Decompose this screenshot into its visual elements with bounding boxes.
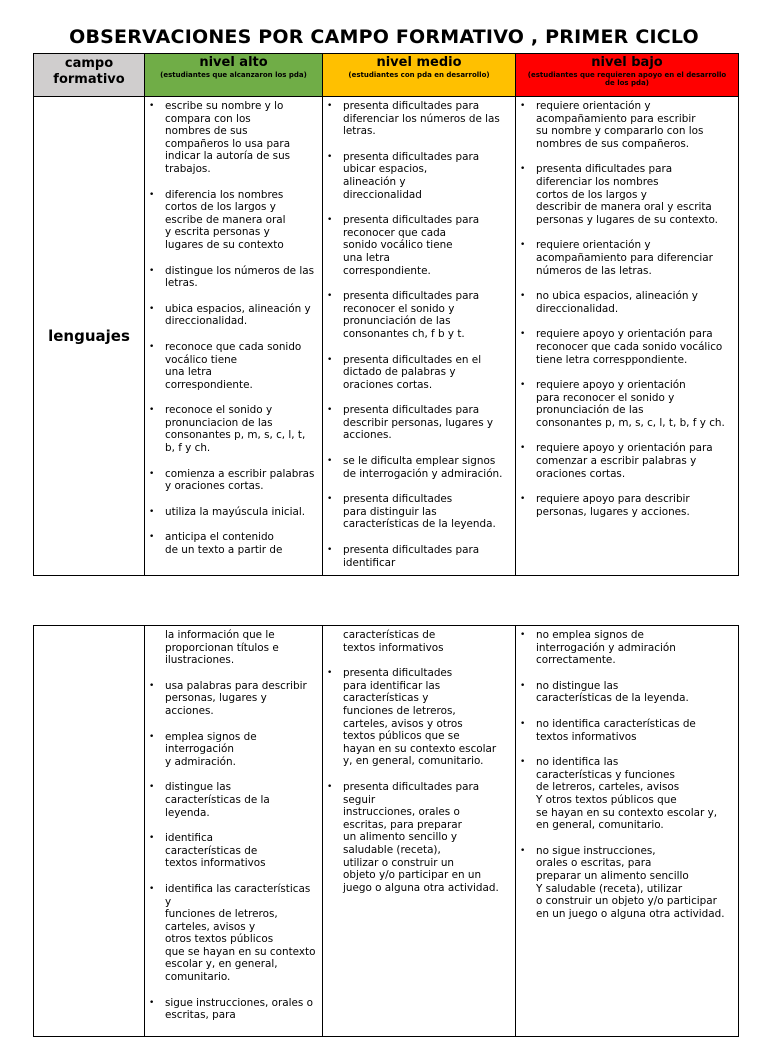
list-item: • presenta dificultades para reconocer que cada sonido vocálico tiene una letra correspondiente. bbox=[325, 214, 513, 277]
list-item: • requiere apoyo y orientación para reconocer que cada sonido vocálico tiene letra corresppondiente. bbox=[518, 328, 736, 366]
list-item: • requiere orientación y acompañamiento para escribir su nombre y compararlo con los nombres de sus compañeros. bbox=[518, 100, 736, 150]
nivel-medio-label: nivel medio bbox=[376, 55, 462, 70]
list-item: • no ubica espacios, alineación y direccionalidad. bbox=[518, 290, 736, 315]
list-item: • reconoce el sonido y pronunciacion de las consonantes p, m, s, c, l, t, b, f y ch. bbox=[147, 404, 320, 454]
list-item: • identifica características de textos informativos bbox=[147, 832, 320, 870]
medio-list bbox=[323, 654, 515, 894]
list-item: • presenta dificultades en el dictado de palabras y oraciones cortas. bbox=[325, 354, 513, 392]
header-nivel-alto bbox=[145, 54, 323, 97]
list-item: • distingue los números de las letras. bbox=[147, 265, 320, 290]
campo-empty-cell bbox=[34, 626, 145, 1037]
list-item: • sigue instrucciones, orales o escritas, para bbox=[147, 997, 320, 1022]
list-item: • requiere apoyo y orientación para comenzar a escribir palabras y oraciones cortas. bbox=[518, 442, 736, 480]
list-item: • presenta dificultades para ubicar espacios, alineación y direccionalidad bbox=[325, 151, 513, 201]
list-item: • presenta dificultades para diferenciar los nombres cortos de los largos y describir de manera oral y escrita personas y lugares de su contexto. bbox=[518, 163, 736, 226]
alto-cell bbox=[145, 626, 323, 1037]
alto-list bbox=[145, 97, 322, 557]
list-item: • presenta dificultades para seguir instrucciones, orales o escritas, para preparar un alimento sencillo y saludable (receta), utilizar o construir un objeto y/o participar en un juego o alguna otra actividad. bbox=[325, 781, 513, 894]
medio-cell bbox=[323, 626, 516, 1037]
observations-table-part-2 bbox=[33, 625, 739, 1037]
list-item: • requiere apoyo y orientación para reconocer el sonido y pronunciación de las consonantes p, m, s, c, l, t, b, f y ch. bbox=[518, 379, 736, 429]
nivel-alto-sub: (estudiantes que alcanzaron los pda) bbox=[160, 71, 307, 79]
medio-list-cont bbox=[323, 626, 515, 654]
alto-list bbox=[145, 667, 322, 1022]
list-item: • distingue las características de la leyenda. bbox=[147, 781, 320, 819]
list-item: • presenta dificultades para describir personas, lugares y acciones. bbox=[325, 404, 513, 442]
list-item: • presenta dificultades para identificar bbox=[325, 544, 513, 569]
medio-cell bbox=[323, 97, 516, 576]
list-item: • anticipa el contenido de un texto a partir de bbox=[147, 531, 320, 556]
list-item: • emplea signos de interrogación y admiración. bbox=[147, 731, 320, 769]
list-item: • se le dificulta emplear signos de interrogación y admiración. bbox=[325, 455, 513, 480]
header-nivel-bajo bbox=[516, 54, 739, 97]
list-item: • no distingue las características de la leyenda. bbox=[518, 680, 736, 705]
bajo-list bbox=[516, 97, 738, 518]
nivel-medio-sub: (estudiantes con pda en desarrollo) bbox=[348, 71, 490, 79]
nivel-alto-label: nivel alto bbox=[199, 55, 268, 70]
nivel-bajo-label: nivel bajo bbox=[591, 55, 663, 70]
bajo-cell bbox=[516, 97, 739, 576]
alto-list-cont bbox=[145, 626, 322, 667]
alto-cell bbox=[145, 97, 323, 576]
table-row bbox=[34, 97, 739, 576]
list-item: • no identifica las características y funciones de letreros, carteles, avisos Y otros textos públicos que se hayan en su contexto escolar y, en general, comunitario. bbox=[518, 756, 736, 832]
list-item: • no identifica características de textos informativos bbox=[518, 718, 736, 743]
list-item: • diferencia los nombres cortos de los largos y escribe de manera oral y escrita personas y lugares de su contexto bbox=[147, 189, 320, 252]
list-item: • no sigue instrucciones, orales o escritas, para preparar un alimento sencillo Y saludable (receta), utilizar o construir un objeto y/o participar en un juego o alguna otra actividad. bbox=[518, 845, 736, 921]
list-item: • presenta dificultades para distinguir las características de la leyenda. bbox=[325, 493, 513, 531]
list-item: • presenta dificultades para identificar las características y funciones de letreros, carteles, avisos y otros textos públicos que se hayan en su contexto escolar y, en general, comunitario. bbox=[325, 667, 513, 768]
nivel-bajo-sub: (estudiantes que requieren apoyo en el desarrollo de los pda) bbox=[527, 71, 727, 87]
bajo-list bbox=[516, 626, 738, 920]
table-row bbox=[34, 626, 739, 1037]
list-item: la información que le proporcionan títulos e ilustraciones. bbox=[165, 629, 279, 667]
list-item: • utiliza la mayúscula inicial. bbox=[147, 506, 320, 519]
list-item: • requiere orientación y acompañamiento para diferenciar números de las letras. bbox=[518, 239, 736, 277]
list-item: • identifica las características y funciones de letreros, carteles, avisos y otros textos públicos que se hayan en su contexto escolar y, en general, comunitario. bbox=[147, 883, 320, 984]
list-item: • usa palabras para describir personas, lugares y acciones. bbox=[147, 680, 320, 718]
medio-list bbox=[323, 97, 515, 569]
page-title: OBSERVACIONES POR CAMPO FORMATIVO , PRIMER CICLO bbox=[69, 26, 699, 48]
bajo-cell bbox=[516, 626, 739, 1037]
list-item: • comienza a escribir palabras y oraciones cortas. bbox=[147, 468, 320, 493]
list-item: • ubica espacios, alineación y direccionalidad. bbox=[147, 303, 320, 328]
list-item: • presenta dificultades para reconocer el sonido y pronunciación de las consonantes ch, f b y t. bbox=[325, 290, 513, 340]
campo-lenguajes: lenguajes bbox=[34, 97, 145, 576]
header-campo-formativo bbox=[34, 54, 145, 97]
header-row bbox=[34, 54, 739, 97]
list-item: • presenta dificultades para diferenciar los números de las letras. bbox=[325, 100, 513, 138]
list-item: • requiere apoyo para describir personas, lugares y acciones. bbox=[518, 493, 736, 518]
list-item: • reconoce que cada sonido vocálico tiene una letra correspondiente. bbox=[147, 341, 320, 391]
list-item: • no emplea signos de interrogación y admiración correctamente. bbox=[518, 629, 736, 667]
header-nivel-medio bbox=[323, 54, 516, 97]
observations-table-part-1 bbox=[33, 53, 739, 576]
header-campo-label: campo formativo bbox=[53, 56, 125, 87]
list-item: características de textos informativos bbox=[343, 629, 444, 654]
list-item: • escribe su nombre y lo compara con los nombres de sus compañeros lo usa para indicar la autoría de sus trabajos. bbox=[147, 100, 320, 176]
